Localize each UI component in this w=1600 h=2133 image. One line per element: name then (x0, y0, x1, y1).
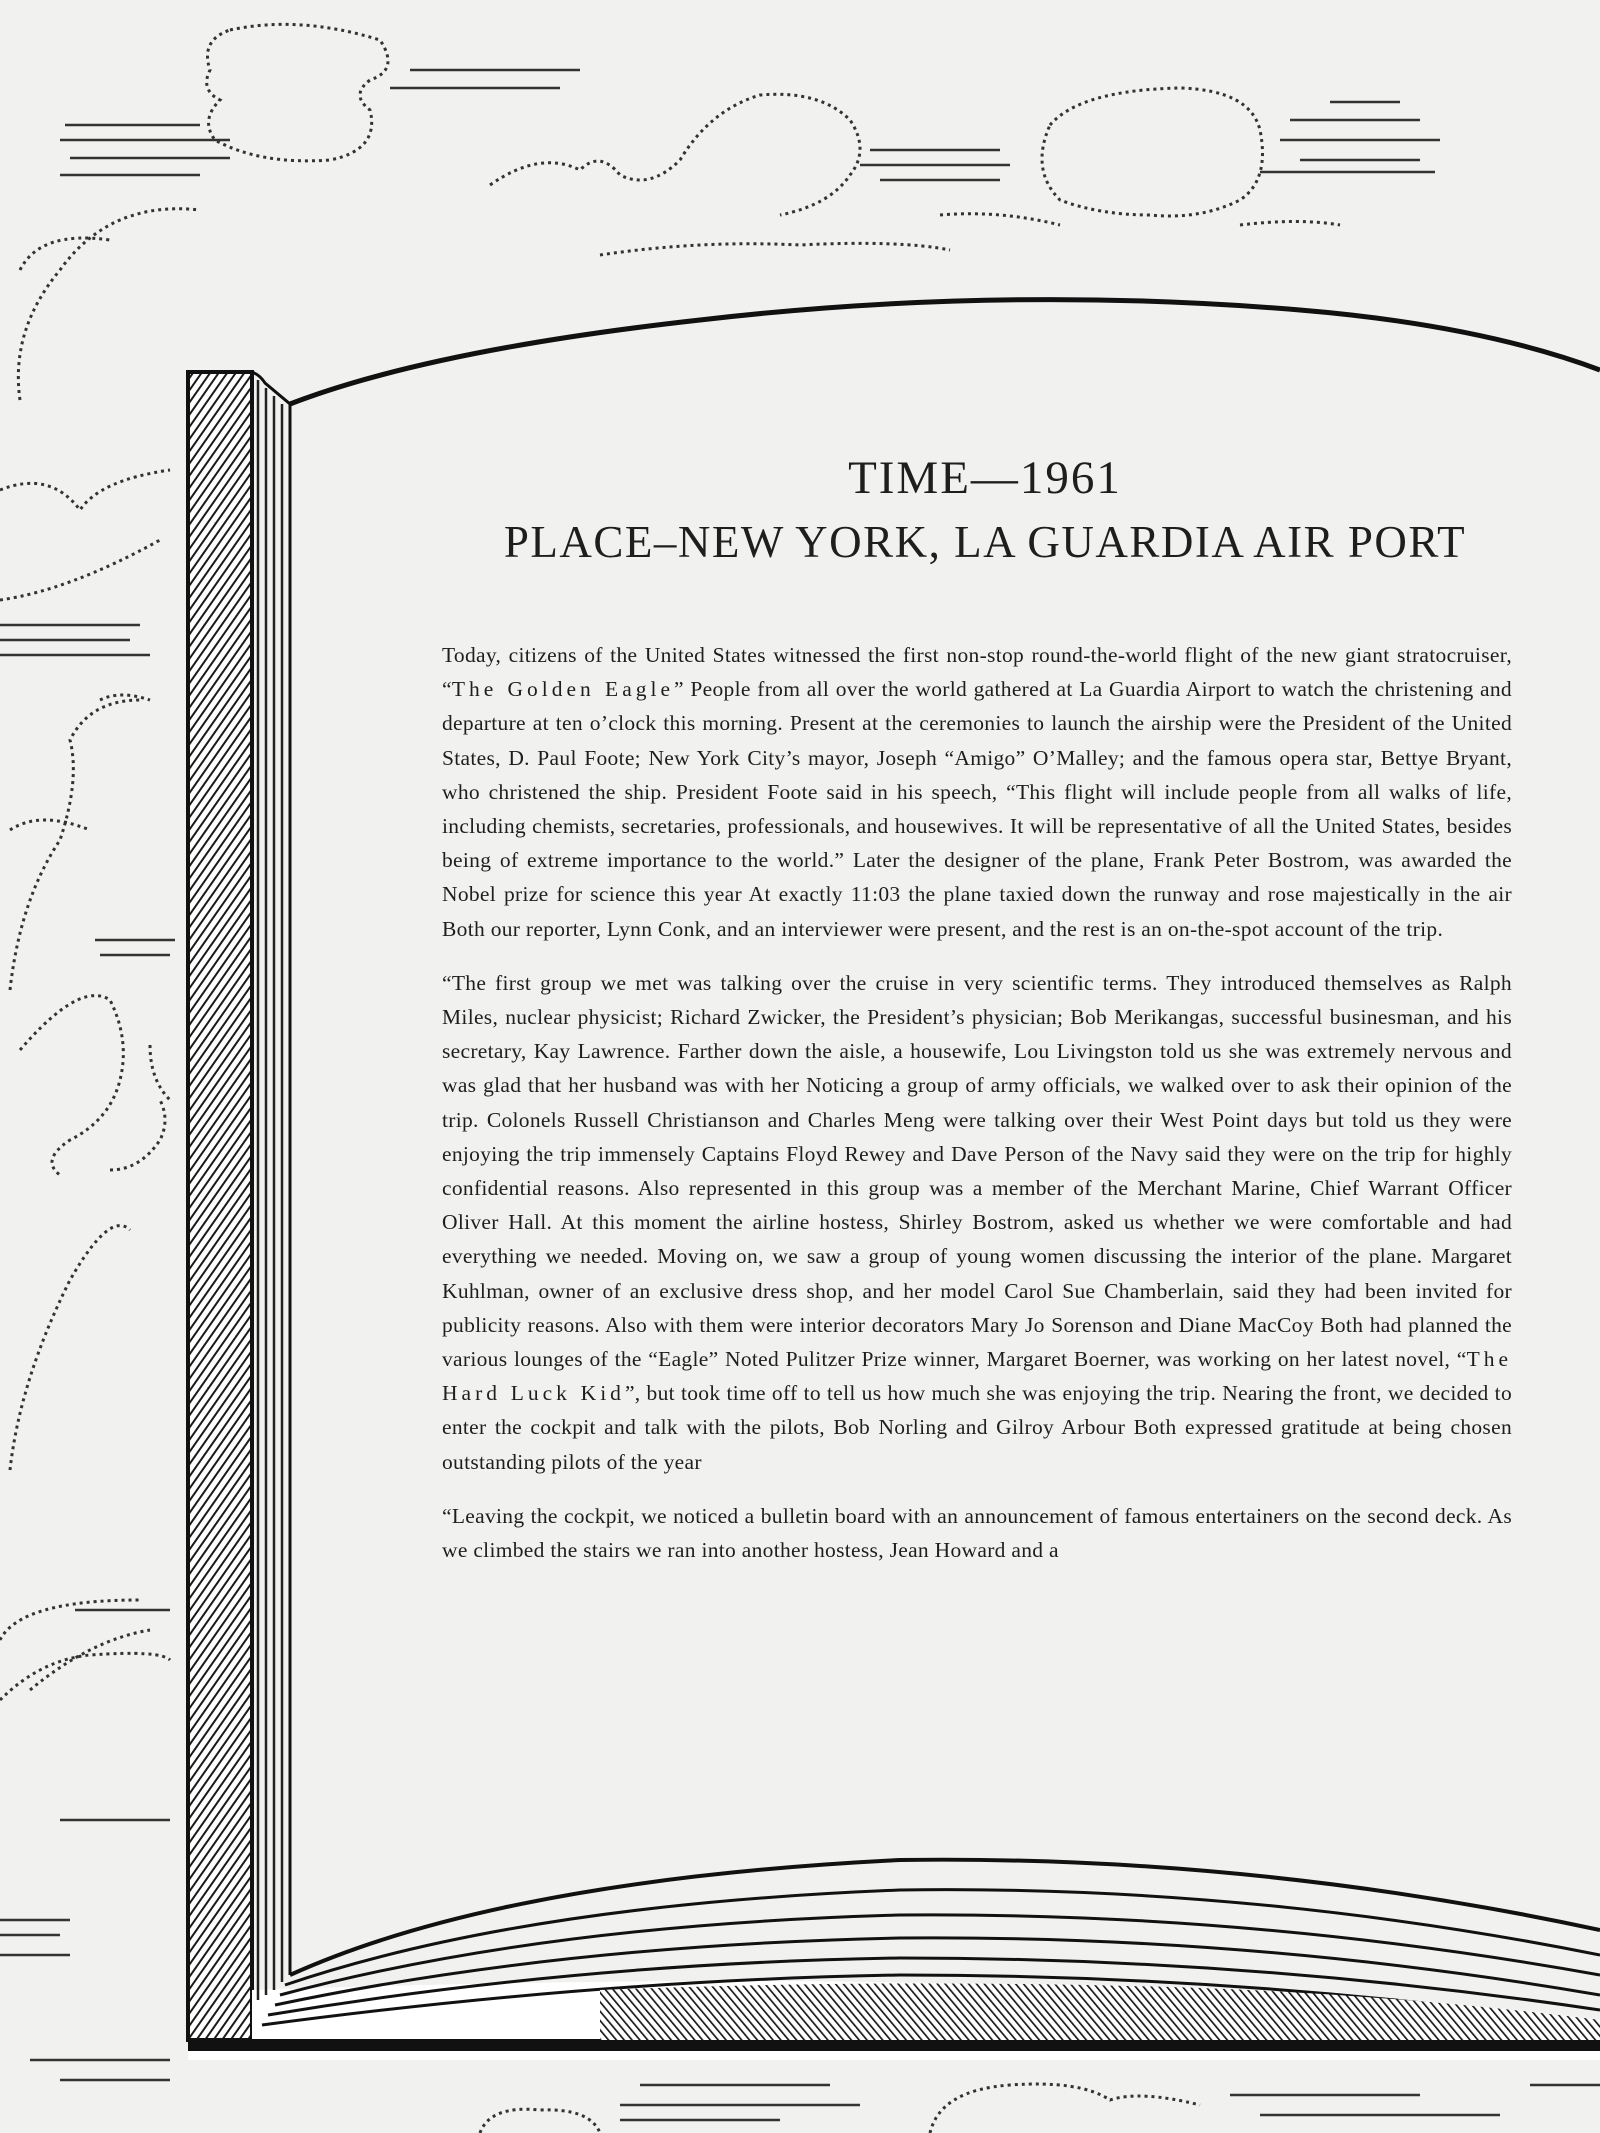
paragraph-2-text-a: “The first group we met was talking over the cruise in very scientific terms. They introduced themselves as Ralph Miles, nuclear physicist; Richard Zwicker, the President’s physician; Bob Merikangas, successful businesman, and his secretary, Kay Lawrence. Farther down the aisle, a housewife, Lou Livingston told us she was extremely nervous and was glad that her husband was with her Noticing a group of army officials, we walked over to ask their opinion of the trip. Colonels Russell Christianson and Charles Meng were talking over their West Point days but told us they were enjoying the trip immensely Captains Floyd Rewey and Dave Person of the Navy said they were on the trip for highly confidential reasons. Also represented in this group was a member of the Merchant Marine, Chief Warrant Officer Oliver Hall. At this moment the airline hostess, Shirley Bostrom, asked us whether we were comfortable and had everything we needed. Moving on, we saw a group of young women discussing the interior of the plane. Margaret Kuhlman, owner of an exclusive dress shop, and her model Carol Sue Chamberlain, said they had been invited for publicity reasons. Also with them were interior decorators Mary Jo Sorenson and Diane MacCoy Both had planned the various lounges of the “Eagle” Noted Pulitzer Prize winner, Margaret Boerner, was working on her latest novel, “ (442, 970, 1512, 1372)
book-spine (188, 372, 252, 2040)
paragraph-1-text-a: Today, citizens of the United States witnessed the first non-stop round-the-world flight of the new giant stratocruiser, “ (442, 643, 1512, 702)
ship-name: The Golden Eagle (451, 677, 674, 702)
left-wind-lines (0, 625, 175, 2080)
bottom-clouds (480, 2084, 1200, 2133)
top-clouds (207, 24, 1340, 255)
article-body (442, 638, 1512, 1587)
place-heading: PLACE–NEW YORK, LA GUARDIA AIR PORT (503, 517, 1467, 567)
article-paragraph-1 (442, 638, 1512, 946)
page-edges-left (258, 380, 282, 2000)
article-paragraph-2 (442, 966, 1512, 1479)
article-heading (420, 450, 1550, 570)
article-paragraph-3: “Leaving the cockpit, we noticed a bulletin board with an announcement of famous entertainers on the second deck. As we climbed the stairs we ran into another hostess, Jean Howard and a (442, 1503, 1512, 1563)
time-heading: TIME—1961 (848, 452, 1122, 504)
novel-title: The Hard Luck Kid (442, 1347, 1512, 1406)
bottom-wind-lines (620, 2085, 1600, 2120)
paragraph-2-text-b: ”, but took time off to tell us how much she was enjoying the trip. Nearing the front, we decided to enter the cockpit and talk with the pilots, Bob Norling and Gilroy Arbour Both expressed gratitude at being chosen outstanding pilots of the year (442, 1381, 1512, 1474)
book-bottom-hatch (600, 1983, 1600, 2040)
paragraph-1-text-b: ” People from all over the world gathered at La Guardia Airport to watch the christening and departure at ten o’clock this morning. Present at the ceremonies to launch the airship were the President of the United States, D. Paul Foote; New York City’s mayor, Joseph “Amigo” O’Malley; and the famous opera star, Bettye Bryant, who christened the ship. President Foote said in his speech, “This flight will include people from all walks of life, including chemists, secretaries, professionals, and housewives. It will be representative of all the United States, besides being of extreme importance to the world.” Later the designer of the plane, Frank Peter Bostrom, was awarded the Nobel prize for science this year At exactly 11:03 the plane taxied down the runway and rose majestically in the air Both our reporter, Lynn Conk, and an interviewer were present, and the rest is an on-the-spot account of the trip. (442, 677, 1512, 941)
page-top-edge (290, 300, 1600, 404)
wind-lines (60, 70, 1440, 180)
